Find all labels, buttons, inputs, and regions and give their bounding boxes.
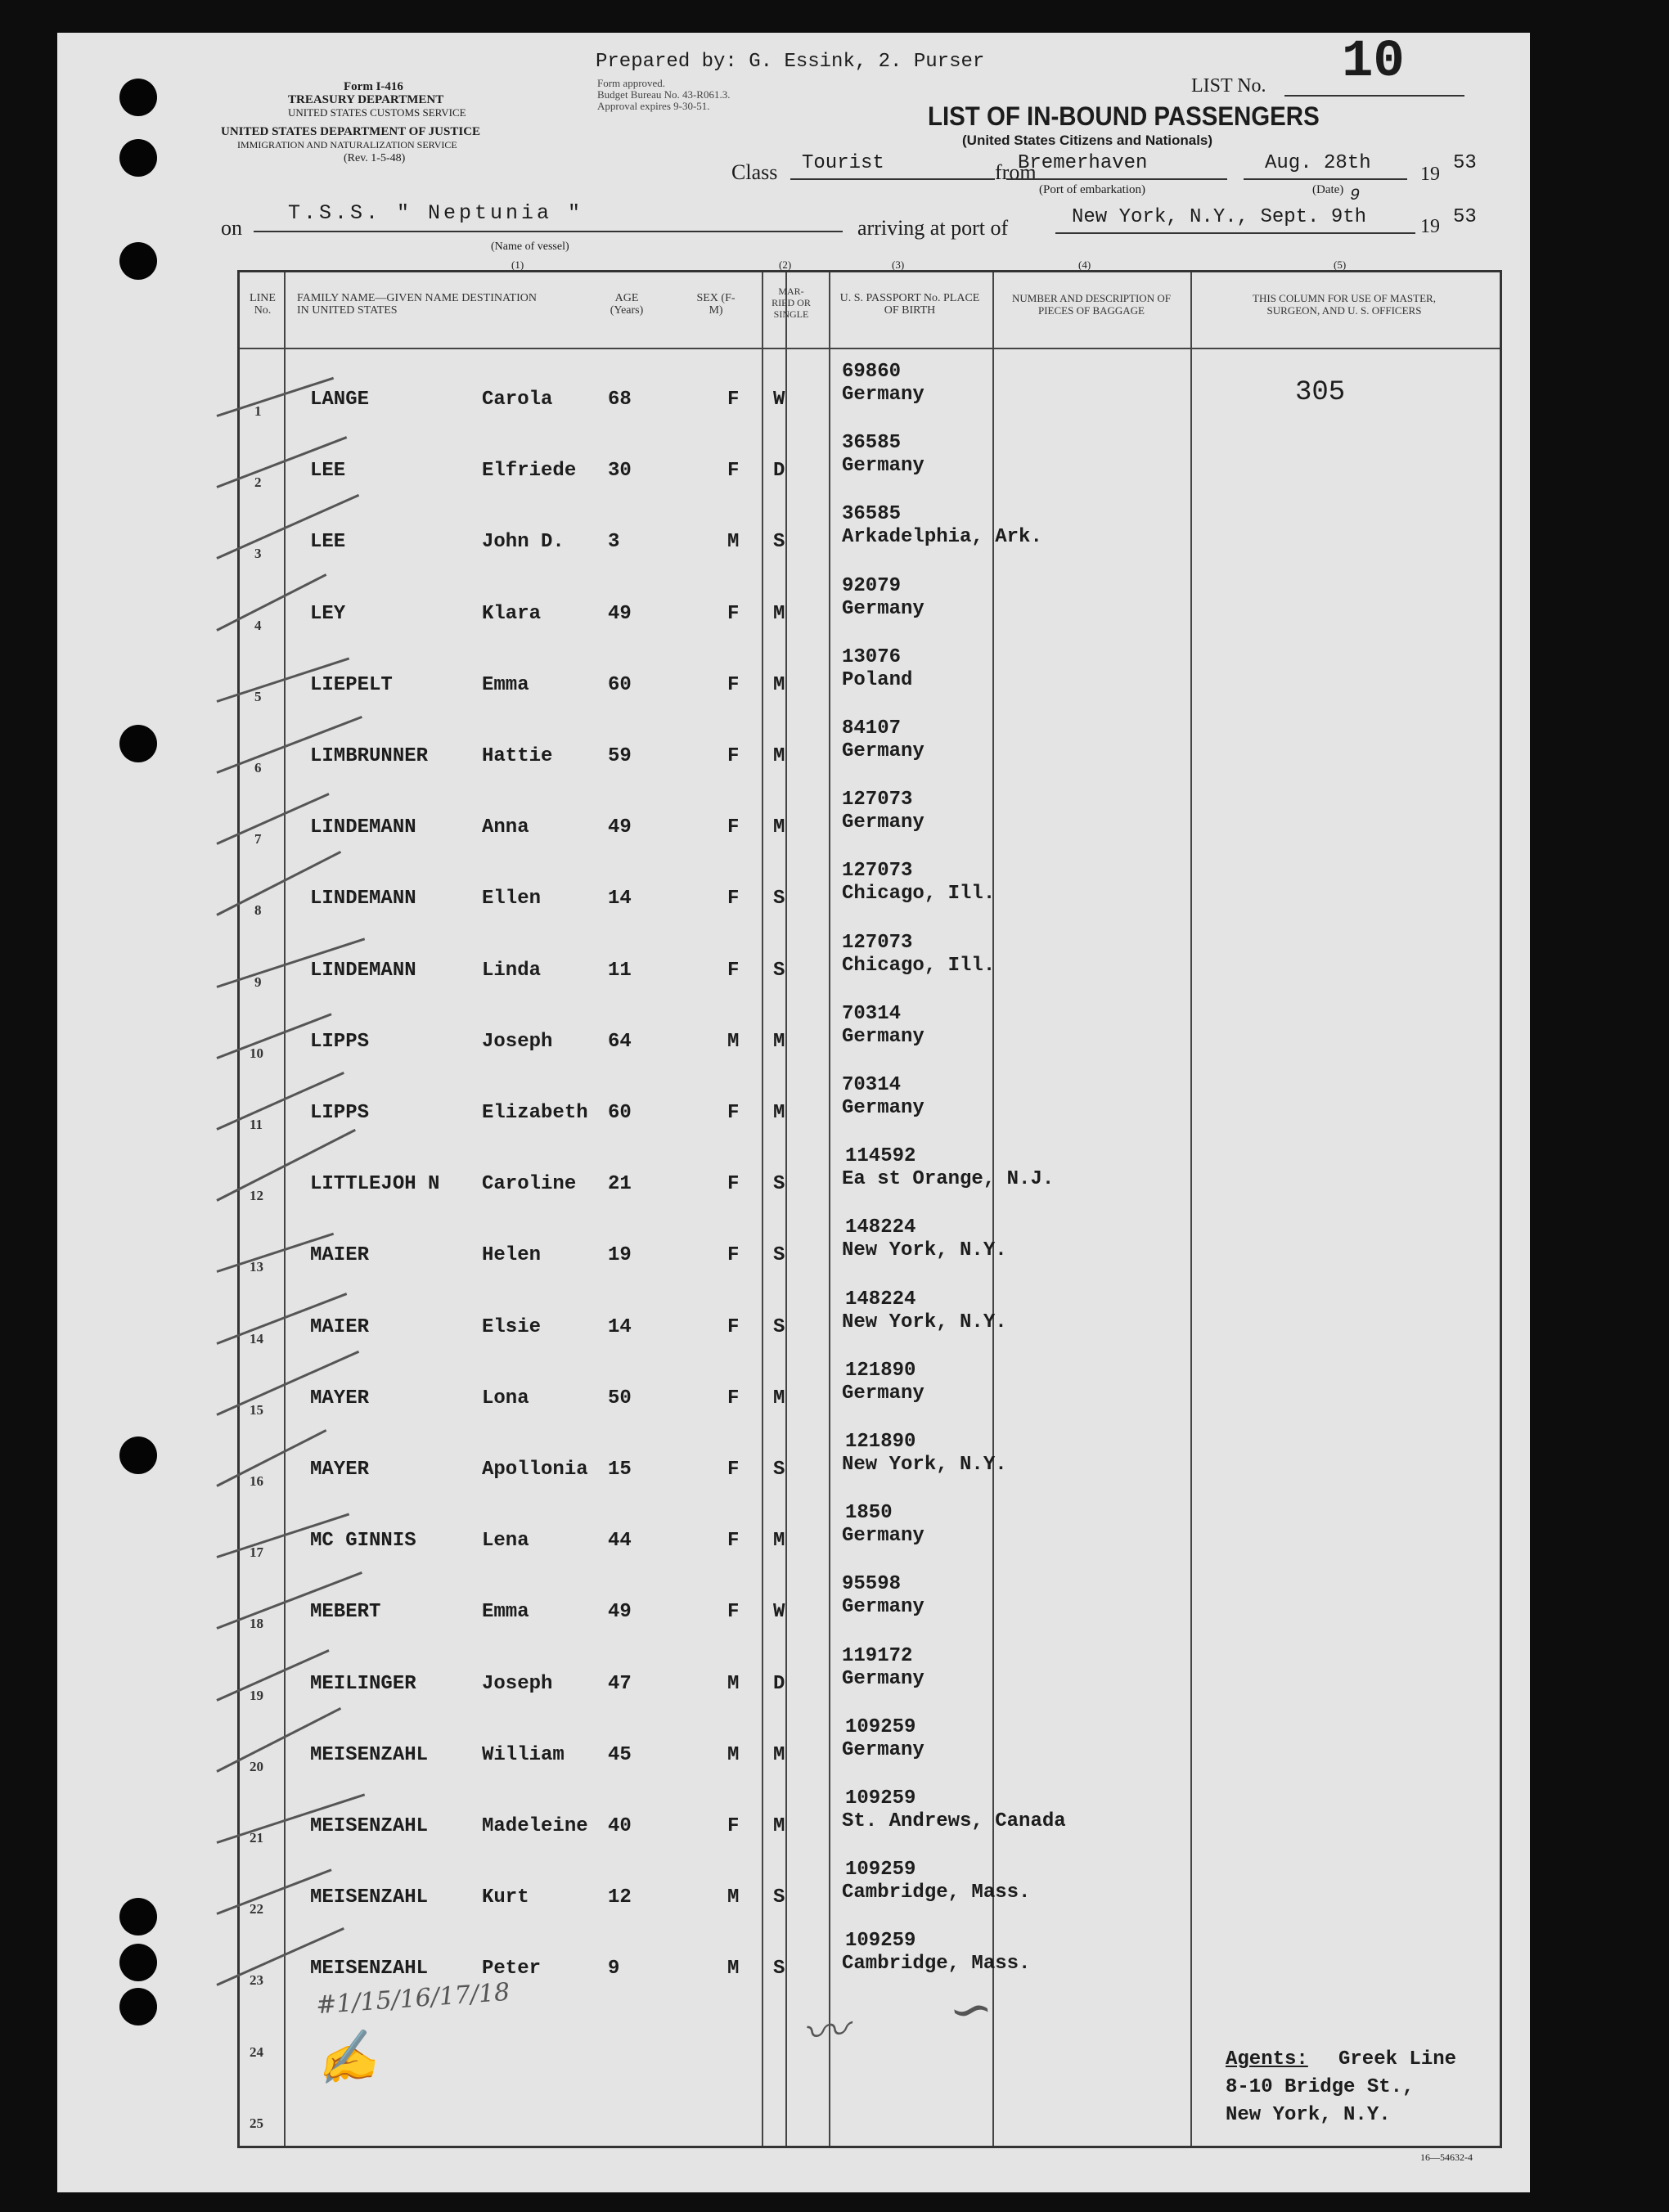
header-baggage: NUMBER AND DESCRIPTION OF PIECES OF BAGGAGE [1012, 292, 1171, 317]
cell-given: John D. [482, 531, 565, 554]
header-name-destination: FAMILY NAME—GIVEN NAME DESTINATION IN UNITED STATES [297, 292, 537, 317]
form-approval: Form approved. [597, 77, 666, 89]
cell-sex: F [727, 888, 740, 910]
cell-family: MEISENZAHL [310, 1958, 429, 1980]
punch-hole [119, 139, 157, 177]
vessel-name: T.S.S. " Neptunia " [288, 201, 584, 225]
line-number: 4 [254, 617, 262, 633]
table-row [240, 351, 1500, 422]
purser-signature: 〰 [799, 2003, 851, 2061]
line-number: 14 [250, 1330, 263, 1347]
cell-age: 49 [608, 816, 632, 839]
cell-marital: S [773, 1244, 785, 1267]
cell-given: Emma [482, 1601, 529, 1624]
line-number: 8 [254, 902, 262, 919]
cell-age: 15 [608, 1459, 632, 1481]
header-officers-column: THIS COLUMN FOR USE OF MASTER, SURGEON, AND U. S. OFFICERS [1253, 292, 1436, 317]
cell-marital: D [773, 1672, 785, 1695]
cell-family: MAYER [310, 1459, 370, 1481]
table-row [240, 1778, 1500, 1849]
cell-given: Elsie [482, 1315, 542, 1338]
arrival-year-prefix: 19 [1420, 216, 1440, 237]
table-row [240, 1492, 1500, 1563]
cell-birthplace: Germany [842, 1596, 924, 1619]
line-number: 11 [250, 1117, 263, 1132]
agents-city: New York, N.Y. [1226, 2104, 1391, 2126]
table-row [240, 1635, 1500, 1706]
cell-age: 64 [608, 1030, 632, 1053]
header-marital: MAR- RIED OR SINGLE [772, 285, 811, 320]
justice-dept: UNITED STATES DEPARTMENT OF JUSTICE [221, 125, 481, 138]
col-num-1: (1) [511, 259, 524, 271]
cell-age: 44 [608, 1530, 632, 1553]
class-value: Tourist [802, 152, 884, 174]
cell-passport: 109259 [845, 1859, 916, 1882]
cell-sex: M [727, 1743, 740, 1766]
cell-sex: F [727, 673, 740, 696]
cell-passport: 121890 [845, 1359, 916, 1382]
cell-family: LANGE [310, 389, 370, 411]
cell-given: Hattie [482, 745, 553, 767]
cell-marital: S [773, 1315, 785, 1338]
cell-family: LITTLEJOH N [310, 1173, 440, 1196]
cell-given: Linda [482, 959, 542, 982]
cell-given: Helen [482, 1244, 542, 1267]
cell-passport: 13076 [842, 645, 902, 668]
cell-given: Joseph [482, 1672, 553, 1695]
cell-birthplace: Cambridge, Mass. [842, 1953, 1031, 1976]
punch-hole [119, 79, 157, 116]
cell-age: 21 [608, 1173, 632, 1196]
cell-passport: 84107 [842, 717, 902, 740]
cell-passport: 92079 [842, 574, 902, 597]
cell-age: 60 [608, 673, 632, 696]
cell-age: 47 [608, 1672, 632, 1695]
cell-birthplace: Germany [842, 1025, 924, 1048]
line-number: 10 [250, 1045, 263, 1061]
agents-label: Agents: [1226, 2048, 1308, 2070]
cell-marital: M [773, 816, 785, 839]
cell-marital: M [773, 602, 785, 625]
line-number: 19 [250, 1687, 263, 1703]
line-number: 13 [250, 1259, 263, 1275]
cell-birthplace: Germany [842, 812, 924, 834]
table-row [240, 565, 1500, 636]
cell-birthplace: Germany [842, 597, 924, 620]
cell-given: Elfriede [482, 460, 577, 483]
cell-age: 19 [608, 1244, 632, 1267]
punch-hole [119, 725, 157, 762]
table-row [240, 493, 1500, 564]
cell-passport: 1850 [845, 1502, 893, 1525]
cell-sex: M [727, 531, 740, 554]
vessel-name-label: (Name of vessel) [491, 241, 569, 253]
cell-age: 9 [608, 1958, 620, 1980]
handwritten-reference: #1/15/16/17/18 [315, 1977, 511, 2021]
table-row [240, 1920, 1500, 1991]
line-number: 9 [254, 973, 262, 990]
cell-birthplace: Germany [842, 1738, 924, 1761]
cell-family: LIPPS [310, 1030, 370, 1053]
punch-hole [119, 1898, 157, 1936]
cell-marital: M [773, 1030, 785, 1053]
header-line-no: LINE No. [250, 292, 276, 317]
from-label: from [995, 160, 1037, 184]
cell-age: 11 [608, 959, 632, 982]
table-row [240, 1350, 1500, 1421]
cell-passport: 95598 [842, 1573, 902, 1596]
line-number: 6 [254, 760, 262, 776]
cell-given: Emma [482, 673, 529, 696]
cell-age: 3 [608, 531, 620, 554]
cell-passport: 36585 [842, 432, 902, 455]
cell-passport: 127073 [842, 931, 913, 954]
cell-birthplace: Chicago, Ill. [842, 883, 996, 906]
cell-family: LINDEMANN [310, 959, 416, 982]
passenger-table [237, 270, 1502, 2148]
punch-hole [119, 242, 157, 280]
table-row [240, 1706, 1500, 1778]
cell-sex: M [727, 1958, 740, 1980]
cell-marital: W [773, 389, 785, 411]
col-num-5: (5) [1334, 259, 1347, 271]
cell-marital: W [773, 1601, 785, 1624]
cell-sex: F [727, 1601, 740, 1624]
cell-age: 60 [608, 1102, 632, 1124]
table-row [240, 708, 1500, 779]
cell-birthplace: Cambridge, Mass. [842, 1882, 1031, 1904]
cell-passport: 70314 [842, 1074, 902, 1096]
cell-sex: F [727, 1244, 740, 1267]
cell-age: 59 [608, 745, 632, 767]
line-number: 16 [250, 1473, 263, 1489]
form-revision: (Rev. 1-5-48) [344, 152, 406, 164]
cell-marital: S [773, 1958, 785, 1980]
cell-passport: 69860 [842, 361, 902, 383]
cell-marital: M [773, 1387, 785, 1409]
agents-address: 8-10 Bridge St., [1226, 2076, 1415, 2098]
cell-given: Lena [482, 1530, 529, 1553]
cell-marital: M [773, 745, 785, 767]
table-row [240, 922, 1500, 993]
cell-sex: M [727, 1886, 740, 1909]
cell-marital: D [773, 460, 785, 483]
cell-age: 30 [608, 460, 632, 483]
date-label: (Date) [1312, 183, 1344, 196]
approval-expiry: Approval expires 9-30-51. [597, 100, 710, 112]
header-sex: SEX (F-M) [696, 292, 736, 317]
list-number-label: LIST No. [1191, 75, 1266, 97]
cell-family: LIPPS [310, 1102, 370, 1124]
cell-sex: F [727, 1102, 740, 1124]
cell-sex: F [727, 389, 740, 411]
cell-birthplace: Ea st Orange, N.J. [842, 1168, 1055, 1191]
cell-family: MAYER [310, 1387, 370, 1409]
form-number: Form I-416 [344, 80, 403, 93]
cell-given: Anna [482, 816, 529, 839]
cell-family: MAIER [310, 1244, 370, 1267]
cell-age: 14 [608, 888, 632, 910]
cell-sex: F [727, 1387, 740, 1409]
punch-hole [119, 1436, 157, 1474]
cell-sex: F [727, 460, 740, 483]
agents-name: Greek Line [1338, 2048, 1457, 2070]
handwritten-initials: ✍ [312, 2025, 381, 2091]
print-code: 16—54632-4 [1420, 2151, 1473, 2163]
cell-passport: 70314 [842, 1002, 902, 1025]
cell-given: Klara [482, 602, 542, 625]
cell-family: LEE [310, 460, 346, 483]
cell-given: Carola [482, 389, 553, 411]
cell-marital: M [773, 673, 785, 696]
cell-sex: F [727, 1530, 740, 1553]
cell-age: 40 [608, 1815, 632, 1837]
cell-birthplace: St. Andrews, Canada [842, 1810, 1066, 1832]
customs-service: UNITED STATES CUSTOMS SERVICE [288, 106, 466, 119]
arrival-date-correction: 9 [1350, 187, 1361, 205]
officer-note: 305 [1295, 377, 1346, 408]
embarkation-port: Bremerhaven [1018, 152, 1148, 174]
header-age: AGE (Years) [610, 292, 644, 317]
cell-family: LIMBRUNNER [310, 745, 429, 767]
cell-given: Apollonia [482, 1459, 588, 1481]
punch-hole [119, 1944, 157, 1981]
cell-birthplace: Germany [842, 1382, 924, 1405]
line-number: 2 [254, 474, 262, 491]
cell-marital: M [773, 1815, 785, 1837]
cell-passport: 109259 [845, 1715, 916, 1738]
cell-family: MEILINGER [310, 1672, 416, 1695]
line-number: 18 [250, 1616, 263, 1632]
cell-marital: S [773, 531, 785, 554]
departure-date: Aug. 28th [1265, 152, 1371, 174]
cell-age: 49 [608, 1601, 632, 1624]
cell-birthplace: Germany [842, 740, 924, 762]
cell-passport: 109259 [845, 1930, 916, 1953]
on-label: on [221, 216, 242, 240]
cell-family: LEY [310, 602, 346, 625]
class-label: Class [731, 160, 778, 184]
cell-birthplace: New York, N.Y. [842, 1454, 1007, 1476]
col-num-4: (4) [1078, 259, 1091, 271]
cell-passport: 127073 [842, 860, 913, 883]
line-number: 22 [250, 1901, 263, 1918]
cell-age: 14 [608, 1315, 632, 1338]
table-row [240, 993, 1500, 1064]
cell-given: Elizabeth [482, 1102, 588, 1124]
cell-marital: S [773, 1173, 785, 1196]
cell-sex: F [727, 1815, 740, 1837]
table-row [240, 636, 1500, 708]
cell-marital: M [773, 1102, 785, 1124]
cell-birthplace: Germany [842, 1525, 924, 1548]
cell-marital: S [773, 1886, 785, 1909]
punch-hole [119, 1988, 157, 2025]
arrival-year: 53 [1453, 206, 1477, 228]
cell-birthplace: Germany [842, 1097, 924, 1119]
list-title: LIST OF IN-BOUND PASSENGERS [928, 101, 1320, 131]
cell-age: 68 [608, 389, 632, 411]
embarkation-port-label: (Port of embarkation) [1039, 183, 1145, 196]
line-number: 3 [254, 546, 262, 562]
line-number: 21 [250, 1830, 263, 1846]
col-num-3: (3) [892, 259, 905, 271]
cell-age: 45 [608, 1743, 632, 1766]
line-number: 1 [254, 403, 262, 419]
cell-age: 50 [608, 1387, 632, 1409]
cell-marital: S [773, 959, 785, 982]
cell-sex: F [727, 1459, 740, 1481]
line-number: 23 [250, 1972, 263, 1989]
table-row [240, 1064, 1500, 1135]
cell-sex: F [727, 1315, 740, 1338]
cell-birthplace: New York, N.Y. [842, 1239, 1007, 1262]
immigration-service: IMMIGRATION AND NATURALIZATION SERVICE [237, 139, 457, 151]
arriving-label: arriving at port of [857, 216, 1009, 240]
cell-given: Caroline [482, 1173, 577, 1196]
date-year: 53 [1453, 152, 1477, 174]
table-row [240, 1207, 1500, 1278]
line-number: 20 [250, 1758, 263, 1774]
cell-family: LIEPELT [310, 673, 393, 696]
cell-passport: 148224 [845, 1288, 916, 1311]
header-passport-birthplace: U. S. PASSPORT No. PLACE OF BIRTH [839, 292, 980, 317]
line-number: 15 [250, 1401, 263, 1418]
cell-family: MEBERT [310, 1601, 381, 1624]
treasury-dept: TREASURY DEPARTMENT [288, 93, 444, 106]
cell-passport: 114592 [845, 1145, 916, 1168]
table-row [240, 850, 1500, 921]
officer-signature: ∽ [943, 1976, 998, 2044]
table-row [240, 1563, 1500, 1634]
list-subtitle: (United States Citizens and Nationals) [962, 133, 1213, 148]
cell-age: 12 [608, 1886, 632, 1909]
cell-birthplace: Germany [842, 1667, 924, 1690]
line-number: 24 [250, 2043, 263, 2060]
cell-sex: F [727, 1173, 740, 1196]
cell-given: Kurt [482, 1886, 529, 1909]
table-row [240, 1421, 1500, 1492]
cell-family: MC GINNIS [310, 1530, 416, 1553]
budget-bureau: Budget Bureau No. 43-R061.3. [597, 88, 731, 101]
list-number: 10 [1342, 33, 1405, 92]
cell-family: MEISENZAHL [310, 1886, 429, 1909]
cell-given: Lona [482, 1387, 529, 1409]
table-row [240, 1279, 1500, 1350]
line-number: 12 [250, 1188, 263, 1204]
line-number: 5 [254, 688, 262, 704]
cell-family: LINDEMANN [310, 816, 416, 839]
table-row [240, 779, 1500, 850]
cell-sex: F [727, 602, 740, 625]
arrival-port-date: New York, N.Y., Sept. 9th [1072, 206, 1367, 228]
col-num-2: (2) [779, 259, 792, 271]
cell-given: Peter [482, 1958, 542, 1980]
cell-age: 49 [608, 602, 632, 625]
cell-birthplace: Germany [842, 455, 924, 478]
cell-given: Ellen [482, 888, 542, 910]
cell-family: LEE [310, 531, 346, 554]
cell-passport: 148224 [845, 1216, 916, 1239]
cell-sex: F [727, 959, 740, 982]
date-year-prefix: 19 [1420, 164, 1440, 185]
line-number: 7 [254, 831, 262, 847]
cell-birthplace: New York, N.Y. [842, 1311, 1007, 1333]
cell-family: MAIER [310, 1315, 370, 1338]
cell-given: William [482, 1743, 565, 1766]
cell-birthplace: Arkadelphia, Ark. [842, 526, 1042, 549]
line-number: 25 [250, 2115, 263, 2131]
table-row [240, 1849, 1500, 1920]
cell-sex: F [727, 745, 740, 767]
table-row [240, 1135, 1500, 1207]
cell-marital: M [773, 1530, 785, 1553]
cell-family: MEISENZAHL [310, 1815, 429, 1837]
cell-family: LINDEMANN [310, 888, 416, 910]
cell-given: Joseph [482, 1030, 553, 1053]
cell-passport: 121890 [845, 1431, 916, 1453]
cell-marital: S [773, 1459, 785, 1481]
cell-passport: 109259 [845, 1787, 916, 1810]
cell-passport: 127073 [842, 789, 913, 812]
cell-sex: M [727, 1672, 740, 1695]
cell-passport: 36585 [842, 503, 902, 526]
cell-marital: M [773, 1743, 785, 1766]
cell-sex: M [727, 1030, 740, 1053]
line-number: 17 [250, 1544, 263, 1561]
cell-birthplace: Poland [842, 668, 913, 691]
cell-sex: F [727, 816, 740, 839]
cell-given: Madeleine [482, 1815, 588, 1837]
prepared-by: Prepared by: G. Essink, 2. Purser [596, 51, 985, 73]
cell-marital: S [773, 888, 785, 910]
cell-birthplace: Germany [842, 384, 924, 406]
cell-passport: 119172 [842, 1644, 913, 1667]
cell-family: MEISENZAHL [310, 1743, 429, 1766]
cell-birthplace: Chicago, Ill. [842, 954, 996, 977]
table-row [240, 422, 1500, 493]
